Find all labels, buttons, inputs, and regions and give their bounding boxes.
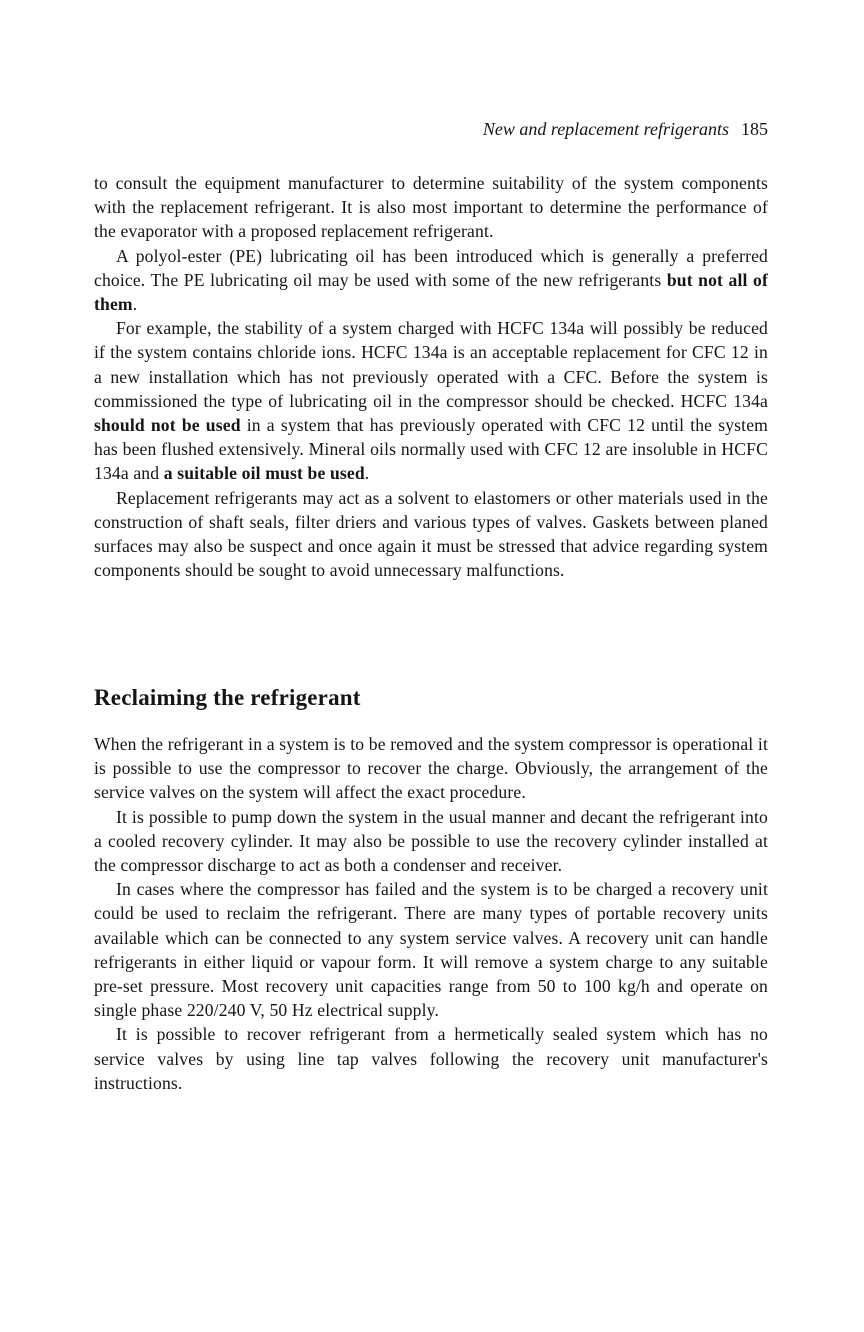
section-heading: Reclaiming the refrigerant (94, 685, 361, 710)
text-run: . (364, 463, 370, 484)
paragraph (94, 316, 768, 485)
section-body-reclaiming (94, 732, 768, 1095)
paragraph: When the refrigerant in a system is to be removed and the system compressor is operational it is possible to use the compressor to recover the charge. Obviously, the arrangement of the service valves on the system will affect the exact procedure. (94, 734, 768, 803)
paragraph: Replacement refrigerants may act as a solvent to elastomers or other materials used in the construction of shaft seals, filter driers and various types of valves. Gaskets between planed surfaces may also be suspect and once again it must be stressed that advice regarding system components should be sought to avoid unnecessary malfunctions. (94, 487, 768, 581)
emphasis-text: but not all of them (94, 269, 768, 315)
running-header (483, 118, 768, 140)
paragraph: to consult the equipment manufacturer to determine suitability of the system components with the replacement refrigerant. It is also most important to determine the performance of the evaporator with a proposed replacement refrigerant. (94, 173, 768, 242)
emphasis-text: a suitable oil must be used (163, 463, 365, 484)
section-body-replacement (94, 171, 768, 582)
page-number: 185 (741, 119, 768, 139)
emphasis-text: should not be used (94, 415, 241, 436)
text-run: . (132, 294, 138, 315)
text-run: in a system that has previously operated with CFC 12 until the system has been flushed extensively. Mineral oils normally used with CFC 12 are insoluble in HCFC 134a and (94, 415, 768, 484)
text-run: A polyol-ester (PE) lubricating oil has been introduced which is generally a preferred choice. The PE lubricating oil may be used with some of the new refrigerants (94, 245, 768, 290)
running-title: New and replacement refrigerants (482, 119, 729, 139)
paragraph: It is possible to pump down the system in the usual manner and decant the refrigerant into a cooled recovery cylinder. It may also be possible to use the recovery cylinder installed at the compressor discharge to act as both a condenser and receiver. (94, 806, 768, 876)
paragraph: In cases where the compressor has failed and the system is to be charged a recovery unit could be used to reclaim the refrigerant. There are many types of portable recovery units available which can be connected to any system service valves. A recovery unit can handle refrigerants in either liquid or vapour form. It will remove a system charge to any suitable pre-set pressure. Most recovery unit capacities range from 50 to 100 kg/h and operate on single phase 220/240 V, 50 Hz electrical supply. (94, 879, 768, 1021)
paragraph: It is possible to recover refrigerant from a hermetically sealed system which has no service valves by using line tap valves following the recovery unit manufacturer's instructions. (94, 1024, 768, 1093)
text-run: For example, the stability of a system charged with HCFC 134a will possibly be reduced if the system contains chloride ions. HCFC 134a is an acceptable replacement for CFC 12 in a new installation which has not previously operated with a CFC. Before the system is commissioned the type of lubricating oil in the compressor should be checked. HCFC 134a (94, 318, 768, 411)
paragraph (94, 244, 768, 317)
